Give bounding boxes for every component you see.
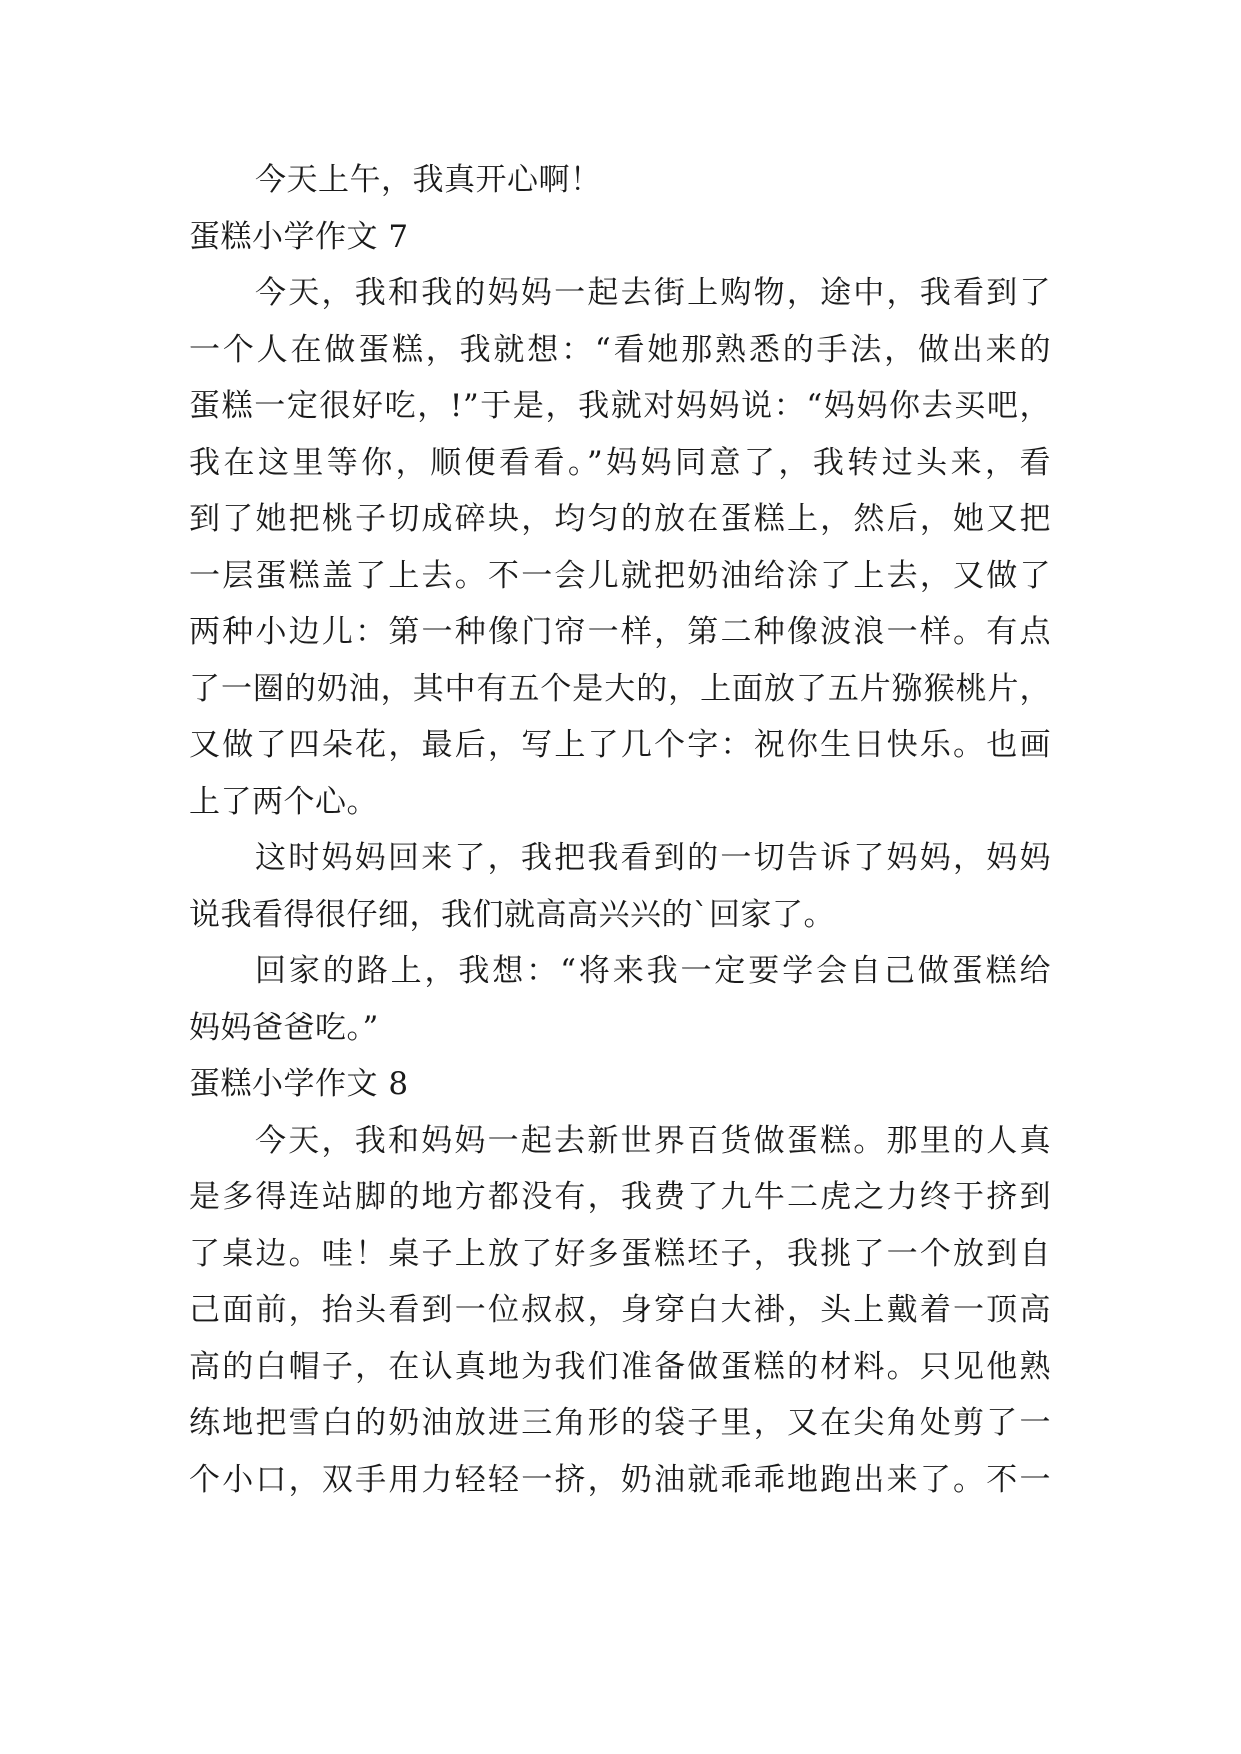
text-line: 妈妈爸爸吃。” xyxy=(189,1009,379,1046)
text-line: 两种小边儿：第一种像门帘一样，第二种像波浪一样。有点 xyxy=(189,614,1051,650)
text-line: 今天，我和我的妈妈一起去街上购物，途中，我看到了 xyxy=(255,275,1051,311)
text-line: 练地把雪白的奶油放进三角形的袋子里，又在尖角处剪了一 xyxy=(189,1405,1051,1441)
text-line: 这时妈妈回来了，我把我看到的一切告诉了妈妈，妈妈 xyxy=(255,840,1051,876)
text-line: 一个人在做蛋糕，我就想：“看她那熟悉的手法，做出来的 xyxy=(189,331,1051,368)
text-line: 今天，我和妈妈一起去新世界百货做蛋糕。那里的人真 xyxy=(255,1122,1051,1159)
text-line: 回家的路上，我想：“将来我一定要学会自己做蛋糕给 xyxy=(255,953,1051,989)
text-line: 上了两个心。 xyxy=(189,783,378,820)
document-body xyxy=(189,152,1051,1508)
section-heading: 蛋糕小学作文 7 xyxy=(189,218,409,255)
text-line: 己面前，抬头看到一位叔叔，身穿白大褂，头上戴着一顶高 xyxy=(189,1292,1051,1328)
text-line: 到了她把桃子切成碎块，均匀的放在蛋糕上，然后，她又把 xyxy=(189,501,1051,537)
text-line: 我在这里等你，顺便看看。”妈妈同意了，我转过头来，看 xyxy=(189,444,1051,481)
text-line: 一层蛋糕盖了上去。不一会儿就把奶油给涂了上去，又做了 xyxy=(189,557,1051,594)
text-line: 了桌边。哇！桌子上放了好多蛋糕坯子，我挑了一个放到自 xyxy=(189,1235,1051,1272)
text-line: 高的白帽子，在认真地为我们准备做蛋糕的材料。只见他熟 xyxy=(189,1348,1051,1385)
text-line: 个小口，双手用力轻轻一挤，奶油就乖乖地跑出来了。不一 xyxy=(189,1461,1051,1498)
text-line: 又做了四朵花，最后，写上了几个字：祝你生日快乐。也画 xyxy=(189,727,1051,763)
text-line: 今天上午，我真开心啊！ xyxy=(255,162,602,198)
section-heading: 蛋糕小学作文 8 xyxy=(189,1066,409,1102)
text-line: 了一圈的奶油，其中有五个是大的，上面放了五片猕猴桃片， xyxy=(189,670,1051,707)
text-line: 是多得连站脚的地方都没有，我费了九牛二虎之力终于挤到 xyxy=(189,1179,1051,1215)
text-line: 说我看得很仔细，我们就高高兴兴的`回家了。 xyxy=(189,896,835,933)
text-line: 蛋糕一定很好吃，!”于是，我就对妈妈说：“妈妈你去买吧， xyxy=(189,388,1051,424)
